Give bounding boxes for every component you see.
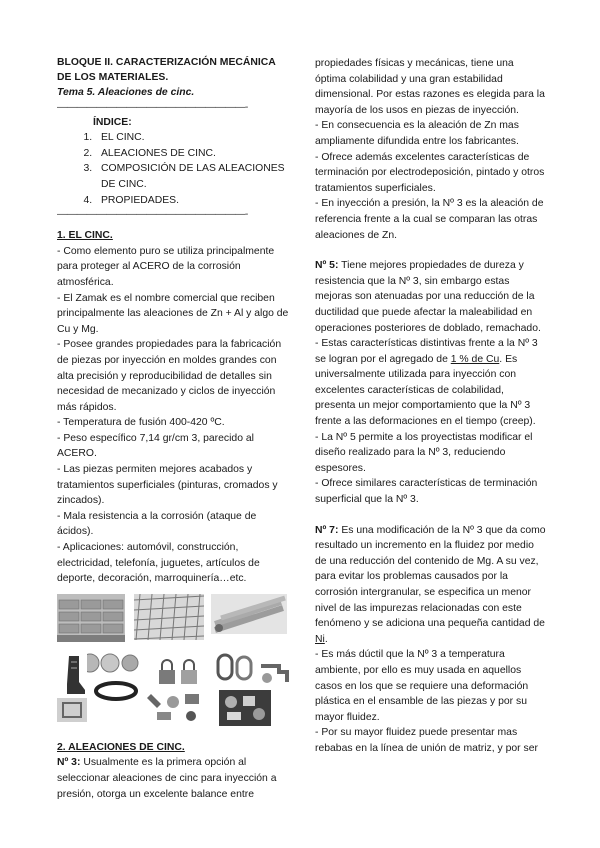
index-item: 4. PROPIEDADES. [95,193,289,209]
shoe-image [63,654,87,696]
alloy-text: Usualmente es la primera opción al seleccionar aleaciones de cinc para inyección a presión, otorga un excelente balance entre [57,757,277,800]
svg-text:∎∎∎: ∎∎∎ [107,688,121,696]
paragraph: - En inyección a presión, la Nº 3 es la aleación de referencia frente a la cual se comparan las otras aleaciones de Zn. [315,198,544,241]
assorted-parts-image [219,690,271,726]
paragraph: - El Zamak es el nombre comercial que reciben principalmente las aleaciones de Zn + Al y algo de Cu y Mg. [57,292,289,335]
paragraph: - La Nº 5 permite a los proyectistas modificar el diseño realizado para la Nº 3, reduciendo espesores. [315,431,533,474]
paragraph [315,523,547,648]
coins-image [79,652,139,674]
text-span: - Estas características distintivas frente a la Nº 3 se logran por el agregado de [315,338,538,365]
paragraph: - Como elemento puro se utiliza principalmente para proteger al ACERO de la corrosión atmosférica. [57,245,275,288]
section-heading: 2. ALEACIONES DE CINC. [57,741,185,753]
text-span: Es una modificación de la Nº 3 que da como resultado un incremento en la fluidez por medio de una reducción del contenido de Mg. A su vez, para evitar los problemas causados por la corrosión intergranular, se especifica un menor nivel de las impurezas relacionadas con este fenómeno y se adiciona una pequeña cantidad de [315,524,546,630]
paragraph: - Mala resistencia a la corrosión (ataque de ácidos). [57,510,257,538]
tools-and-hardware-image [147,690,205,724]
divider: ———————————————————- [57,101,248,113]
divider: ———————————————————- [57,209,248,221]
paragraph: - Peso específico 7,14 gr/cm 3, parecido al ACERO. [57,432,254,460]
document-title: BLOQUE II. CARACTERIZACIÓN MECÁNICA DE LOS MATERIALES. [57,57,276,83]
underlined-text: 1 % de Cu [450,353,500,365]
faucet-fittings-image [257,656,293,688]
padlocks-image [154,656,202,692]
text-span: . [324,633,328,645]
paragraph: - Es más dúctil que la Nº 3 a temperatura ambiente, por ello es muy usada en aquellos casos en los que se requiere una deformación plástica en el ensamble de las piezas y por su mayor fluidez. [315,649,529,723]
document-subtitle: Tema 5. Aleaciones de cinc. [57,87,195,98]
zinc-ingots-image [57,594,125,642]
paragraph: - Las piezas permiten mejores acabados y tratamientos superficiales (pinturas, cromados y zincados). [57,464,278,507]
paragraph: propiedades físicas y mecánicas, tiene una óptima colabilidad y una gran estabilidad dimensional. Por estas razones es elegida para la mayoría de los usos en piezas de inyección. [315,58,545,116]
paragraph: - Ofrece además excelentes características de terminación por electrodeposición, pintado y otros tratamientos superficiales. [315,151,545,194]
index-item: 3. COMPOSICIÓN DE LAS ALEACIONES DE CINC. [95,161,289,192]
paragraph: - En consecuencia es la aleación de Zn mas ampliamente difundida entre los fabricantes. [315,120,519,147]
underlined-text: Ni [315,633,325,645]
index-item: 1. EL CINC. [95,130,289,146]
section-heading: 1. EL CINC. [57,230,113,242]
belt-buckle-image [57,698,87,722]
galvanized-pipes-image [211,594,287,634]
carabiner-clips-image [215,652,257,684]
paragraph: - Temperatura de fusión 400-420 ºC. [57,417,225,429]
application-images [57,594,289,726]
bracelet-image [93,680,139,702]
paragraph [315,336,547,430]
paragraph: - Posee grandes propiedades para la fabricación de piezas por inyección en moldes grandes con alta precisión y reproducibilidad de detalles sin necesidad de mecanizado y ciclos de inyección más rápidos. [57,339,282,413]
right-column [315,56,547,757]
paragraph [315,258,547,336]
paragraph: - Aplicaciones: automóvil, construcción, electricidad, telefonía, juguetes, artículos de deporte, decoración, marroquinería…etc. [57,542,260,585]
alloy-label: Nº 5: [315,260,339,272]
steel-mesh-image [134,594,204,640]
paragraph: - Ofrece similares características de terminación superficial que la Nº 3. [315,478,538,506]
alloy-text: Tiene mejores propiedades de dureza y resistencia que la Nº 3, sin embargo estas mejoras son atenuadas por una reducción de la ductilidad que puede afectar la maleabilidad en operaciones posteriores de doblado, remachado. [315,260,541,334]
alloy-label: Nº 7: [315,524,339,536]
left-column [57,56,289,802]
paragraph [57,755,289,802]
index-item: 2. ALEACIONES DE CINC. [95,146,289,162]
index-list [57,130,289,208]
text-span: . Es universalmente utilizada para inyección con excelentes características de colabilidad, presenta un mejor comportamiento que la Nº 3 frente a las deformaciones en el tiempo (creep). [315,353,536,428]
alloy-label: Nº 3: [57,757,81,769]
index-title: ÍNDICE: [93,116,132,128]
paragraph: - Por su mayor fluidez puede presentar mas rebabas en la línea de unión de matriz, y por ser [315,727,538,754]
